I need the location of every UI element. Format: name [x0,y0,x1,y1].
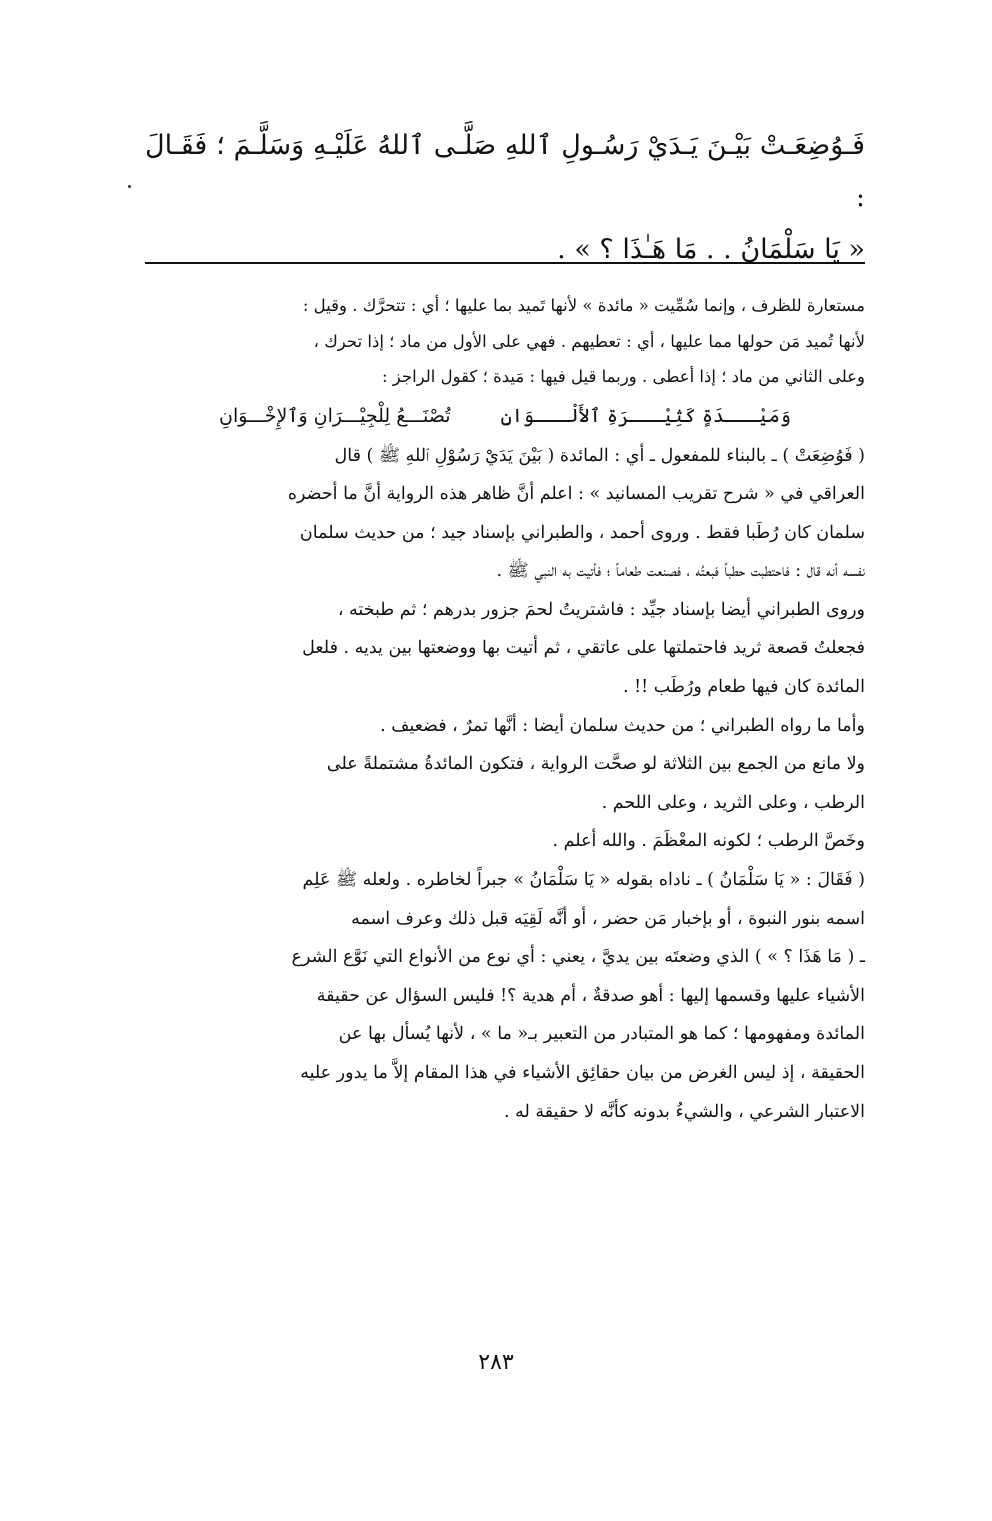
intro-line: مستعارة للظرف ، وإنما سُمِّيت « مائدة » لأنها تَميد بما عليها ؛ أي : تتحرَّك . وقيل : [302,296,865,315]
paragraph-line: وخَصَّ الرطب ؛ لكونه المعْظَمَ . والله أعلم . [552,831,865,852]
verse-hemistich-1: وَمَيْـــدَةٍ كَثِيْـــرَةِ ٱلأَلْـــوَانِ [500,404,791,427]
paragraph-3 [145,707,865,823]
paragraph-line: ولا مانع من الجمع بين الثلاثة لو صحَّت الرواية ، فتكون المائدةُ مشتملةً على [326,754,865,775]
paragraph-line: ( فَوُضِعَتْ ) ـ بالبناء للمفعول ـ أي : المائدة ( بَيْنَ يَدَيْ رَسُوْلِ ٱللهِ ﷺ ) قال [334,445,865,466]
intro-line: وعلى الثاني من ماد ؛ إذا أعطى . وربما قيل فيها : مَيدة ؛ كقول الراجز : [381,367,865,386]
paragraph-line: ـ ( مَا هَذَا ؟ » ) الذي وضعتَه بين يديَّ ، يعني : أي نوع من الأنواع التي نَوَّع الشرع [291,947,865,968]
paragraph-1 [145,437,865,591]
hadith-line-2: « يَا سَلْمَانُ . . مَا هَـٰذَا ؟ » . [557,234,865,265]
commentary [145,288,865,1131]
paragraph-line: المائدة ومفهومها ؛ كما هو المتبادر من التعبير بـ« ما » ، لأنها يُسأل بها عن [338,1024,865,1045]
verse-hemistich-2: تُصْنَـــعُ لِلْجِيْـــرَانِ وَٱلإِخْـــوَانِ [219,404,451,427]
hadith-text [145,120,865,276]
page-number: ٢٨٣ [478,1350,514,1375]
paragraph-line: ( فَقَالَ : « يَا سَلْمَانُ ) ـ ناداه بقوله « يَا سَلْمَانُ » جبراً لخاطره . ولعله ﷺ عَلِم [302,870,865,891]
paragraph-line: المائدة كان فيها طعام ورُطَب !! . [623,677,865,698]
paragraph-4 [145,822,865,861]
paragraph-line: وروى الطبراني أيضا بإسناد جيِّد : فاشتريتُ لحمَ جزور بدرهم ؛ ثم طبخته ، [337,599,865,620]
paragraph-line: نفسه أنه قال : فاحتطبت حطباً فبعتُه ، فصنعت طعاماً ؛ فأتيت به النبي ﷺ . [496,561,865,582]
paragraph-line: سلمان كان رُطَبا فقط . وروى أحمد ، والطبراني بإسناد جيد ؛ من حديث سلمان [299,522,865,543]
paragraph-5 [145,861,865,1131]
stray-mark [128,185,131,188]
hadith-line-1: فَـوُضِعَـتْ بَيْـنَ يَـدَيْ رَسُـولِ ٱللهِ صَلَّـى ٱللهُ عَلَيْـهِ وَسَلَّـمَ ؛ فَقَـالَ : [145,130,865,213]
paragraph-line: فجعلتُ قصعة ثريد فاحتملتها على عاتقي ، ثم أتيت بها ووضعتها بين يديه . فلعل [302,638,865,659]
paragraph-line: الرطب ، وعلى الثريد ، وعلى اللحم . [601,792,865,813]
footnote-divider [145,262,865,264]
paragraph-line: الحقيقة ، إذ ليس الغرض من بيان حقائِق الأشياء في هذا المقام إلاَّ ما يدور عليه [300,1063,865,1083]
paragraph-line: الاعتبار الشرعي ، والشيءُ بدونه كأنَّه لا حقيقة له . [503,1101,865,1122]
intro-paragraph [145,288,865,395]
paragraph-line: الأشياء عليها وقسمها إليها : أهو صدقةٌ ، أم هدية ؟! فليس السؤال عن حقيقة [316,985,865,1006]
intro-line: لأنها تُميد مَن حولها مما عليها ، أي : تعطيهم . فهي على الأول من ماد ؛ إذا تحرك ، [313,331,865,351]
paragraph-2 [145,591,865,707]
paragraph-line: اسمه بنور النبوة ، أو بإخبار مَن حضر ، أو أنَّه لَقِيَه قبل ذلك وعرف اسمه [351,908,865,929]
paragraph-line: العراقي في « شرح تقريب المسانيد » : اعلم أنَّ ظاهر هذه الرواية أنَّ ما أحضره [287,484,865,505]
paragraph-line: وأما ما رواه الطبراني ؛ من حديث سلمان أيضا : أنَّها تمرٌ ، فضعيف . [380,715,865,736]
poetry-verse [145,395,865,437]
